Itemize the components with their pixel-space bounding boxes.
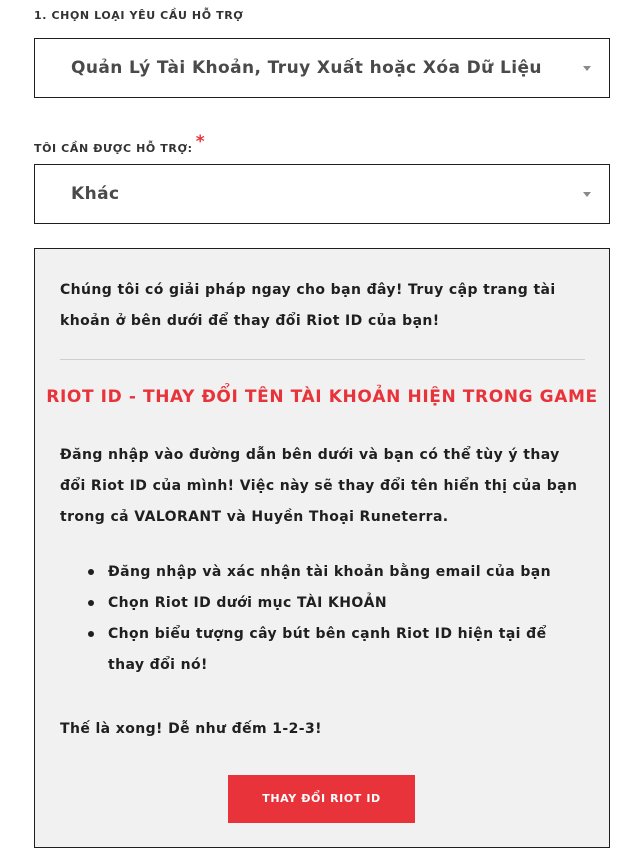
steps-list (88, 557, 588, 681)
list-item (88, 588, 588, 619)
help-with-label-text: TÔI CẦN ĐƯỢC HỖ TRỢ: (34, 142, 193, 155)
section-title: RIOT ID - THAY ĐỔI TÊN TÀI KHOẢN HIỆN TRONG GAME (46, 387, 598, 407)
panel-outro: Thế là xong! Dễ như đếm 1-2-3! (60, 721, 322, 737)
help-with-select[interactable] (34, 164, 610, 224)
list-item (88, 619, 588, 681)
list-item (88, 557, 588, 588)
request-type-value: Quản Lý Tài Khoản, Truy Xuất hoặc Xóa Dữ Liệu (71, 58, 542, 78)
solution-panel (34, 248, 610, 848)
chevron-down-icon (583, 66, 591, 71)
step-text: Chọn biểu tượng cây bút bên cạnh Riot ID hiện tại để thay đổi nó! (108, 626, 547, 673)
request-type-label-text: 1. CHỌN LOẠI YÊU CẦU HỖ TRỢ (34, 9, 244, 22)
help-with-value: Khác (71, 184, 120, 204)
change-riot-id-button[interactable]: THAY ĐỔI RIOT ID (228, 775, 415, 823)
bullet-icon (88, 631, 94, 637)
bullet-icon (88, 600, 94, 606)
step-text: Chọn Riot ID dưới mục TÀI KHOẢN (108, 595, 387, 611)
panel-description: Đăng nhập vào đường dẫn bên dưới và bạn có thể tùy ý thay đổi Riot ID của mình! Việc này sẽ thay đổi tên hiển thị của bạn trong cả VALORANT và Huyền Thoại Runeterra. (60, 447, 578, 525)
chevron-down-icon (583, 192, 591, 197)
request-type-label (34, 9, 244, 22)
step-text: Đăng nhập và xác nhận tài khoản bằng email của bạn (108, 564, 551, 580)
request-type-select[interactable] (34, 38, 610, 98)
required-asterisk: * (195, 132, 206, 152)
divider (60, 359, 585, 360)
panel-intro: Chúng tôi có giải pháp ngay cho bạn đây! Truy cập trang tài khoản ở bên dưới để thay đổi Riot ID của bạn! (60, 282, 556, 329)
help-with-label (34, 132, 206, 157)
bullet-icon (88, 569, 94, 575)
